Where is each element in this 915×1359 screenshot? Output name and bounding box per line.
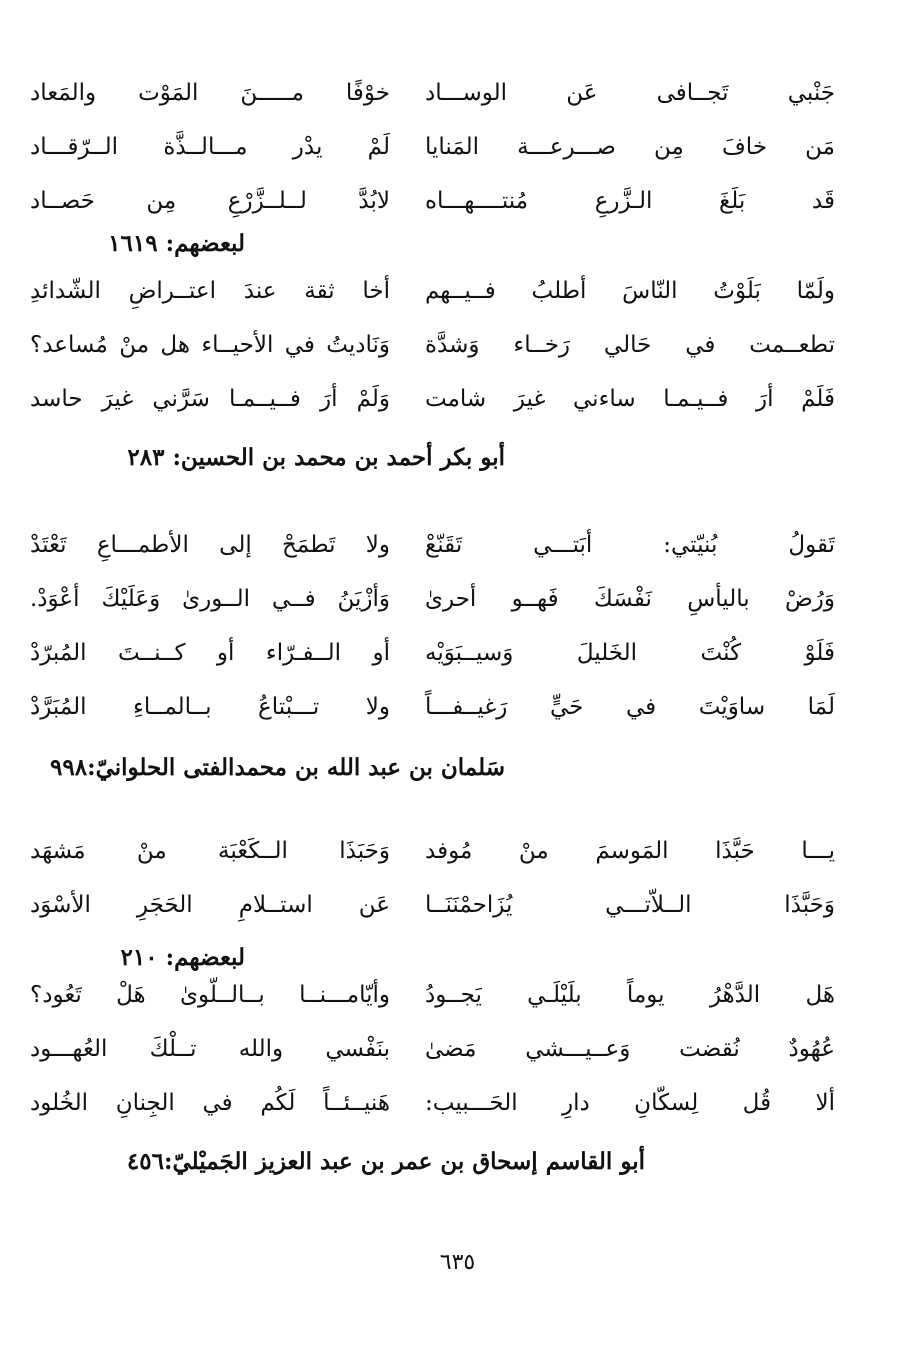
verse-second-hemistich: وأيّامـــنــا بــالــلّوىٰ هَلْ تَعُود؟: [30, 982, 390, 1008]
verse-second-hemistich: أو الــفـرّاء أو كــنــتَ المُبرّدْ: [30, 640, 390, 666]
verse-first-hemistich: تطعــمت في حَالي رَخــاء وَشدَّة: [425, 332, 835, 358]
verse-line: [30, 970, 835, 1020]
verse-line: [30, 628, 835, 678]
section-heading: سَلمان بن عبد الله بن محمدالفتى الحلوانيّ:٩٩٨: [50, 754, 505, 781]
verse-line: [30, 176, 835, 226]
verse-second-hemistich: هَنيــئــاً لَكُم في الجِنانِ الخُلود: [30, 1090, 390, 1116]
verse-line: [30, 374, 835, 424]
verse-first-hemistich: وَرُضْ باليأسِ نَفْسَكَ فَهــو أحرىٰ: [425, 586, 835, 612]
verse-first-hemistich: عُهُودٌ نُقضت وَعــيـــشي مَضىٰ: [425, 1036, 835, 1062]
verse-first-hemistich: يـــا حَبَّذَا المَوسمَ منْ مُوفد: [425, 838, 835, 864]
verse-line: [30, 520, 835, 570]
verse-second-hemistich: لابُدَّ لــلــزَّرْعِ مِن حَصــاد: [30, 188, 390, 214]
verse-second-hemistich: لَمْ يدْر مـــالــذَّة الــرّقـــاد: [30, 134, 390, 160]
verse-line: [30, 574, 835, 624]
verse-second-hemistich: ولا تَطمَحْ إلى الأطمـــاعِ تَعْتَدْ: [30, 532, 390, 558]
section-heading: أبو بكر أحمد بن محمد بن الحسين: ٢٨٣: [127, 444, 505, 471]
verse-second-hemistich: وَنَاديتُ في الأحيــاء هل منْ مُساعد؟: [30, 332, 390, 358]
verse-second-hemistich: أخا ثقة عندَ اعتــراضِ الشّدائدِ: [30, 278, 390, 304]
page-number: ٦٣٥: [439, 1250, 476, 1275]
section-heading: لبعضهم: ١٦١٩: [108, 230, 245, 257]
verse-second-hemistich: ولا تـــبْتاعُ بــالمــاءِ المُبَرَّدْ: [30, 694, 390, 720]
verse-first-hemistich: لَمَا ساوَيْتَ في حَيٍّ رَغيــفـــاً: [425, 694, 835, 720]
verse-second-hemistich: بنَفْسي والله تــلْكَ العُهـــود: [30, 1036, 390, 1062]
verse-first-hemistich: هَل الدَّهْرُ يوماً بلَيْلَـي يَجــودُ: [425, 982, 835, 1008]
section-heading: أبو القاسم إسحاق بن عمر بن عبد العزيز الجَميْليّ:٤٥٦: [126, 1148, 645, 1175]
verse-second-hemistich: وَلَمْ أرَ فــيــمـا سَرَّني غيرَ حاسد: [30, 386, 390, 412]
verse-line: [30, 682, 835, 732]
verse-second-hemistich: وَأزْيَنُ فــي الــورىٰ وَعَلَيْكَ أعْوَدْ.: [30, 586, 390, 612]
verse-line: [30, 1024, 835, 1074]
verse-first-hemistich: ولَمّا بَلَوْتُ النّاسَ أطلبُ فــيــهم: [425, 278, 835, 304]
verse-line: [30, 266, 835, 316]
verse-first-hemistich: تَقولُ بُنيّتي: أبَتـــي تَقَنّعْ: [425, 532, 835, 558]
verse-first-hemistich: وَحَبَّذَا الــلاّتـــي يُزَاحمْنَنَــا: [425, 892, 835, 918]
verse-line: [30, 68, 835, 118]
verse-first-hemistich: قَد بَلَغَ الـزَّرعِ مُنتــــهـــاه: [425, 188, 835, 214]
verse-line: [30, 320, 835, 370]
verse-line: [30, 1078, 835, 1128]
verse-second-hemistich: وَحَبَذَا الــكَعْبَة منْ مَشهَد: [30, 838, 390, 864]
verse-line: [30, 880, 835, 930]
verse-first-hemistich: فَلَمْ أرَ فــيـمـا ساءني غيرَ شامت: [425, 386, 835, 412]
verse-line: [30, 826, 835, 876]
verse-first-hemistich: فَلَوْ كُنْتَ الخَليلَ وَسيــبَوَيْه: [425, 640, 835, 666]
verse-line: [30, 122, 835, 172]
verse-second-hemistich: خوْفًا مـــــنَ المَوْت والمَعاد: [30, 80, 390, 106]
verse-first-hemistich: جَنْبي تَجــافى عَن الوســـاد: [425, 80, 835, 106]
verse-first-hemistich: مَن خافَ مِن صـــرعـــة المَنايا: [425, 134, 835, 160]
section-heading: لبعضهم: ٢١٠: [120, 944, 245, 971]
verse-second-hemistich: عَن استــلامِ الحَجَرِ الأسْوَد: [30, 892, 390, 918]
verse-first-hemistich: ألا قُل لِسكّانِ دارِ الحَـــبيب:: [425, 1090, 835, 1116]
